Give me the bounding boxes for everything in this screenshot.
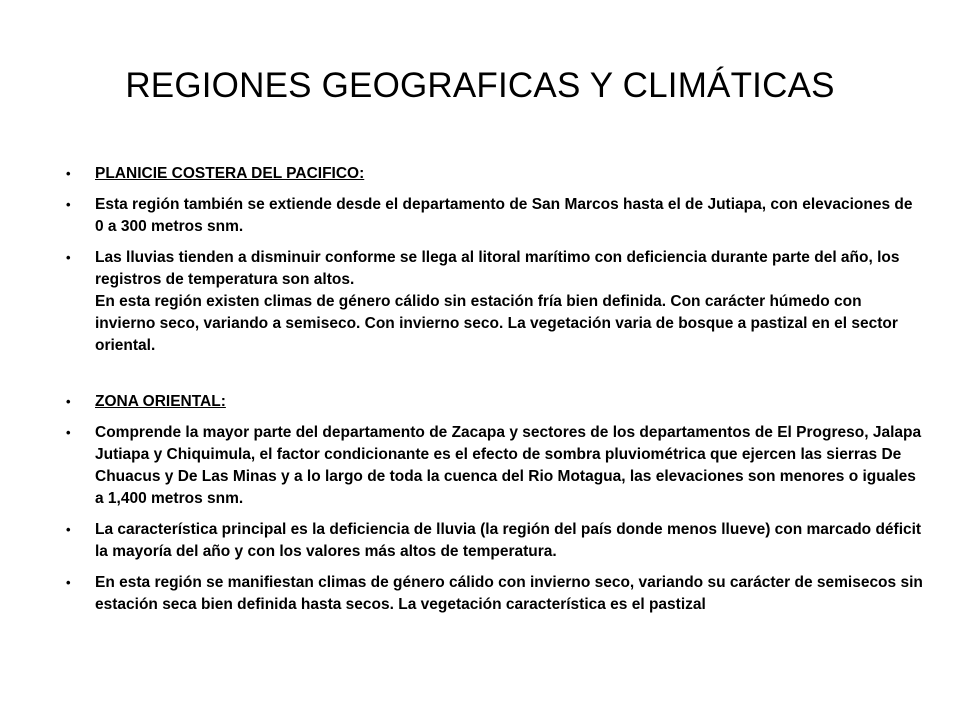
bullet-item-planicie-extent (66, 194, 924, 238)
bullet-icon: • (66, 575, 71, 590)
section-heading-oriental: ZONA ORIENTAL: (95, 393, 226, 410)
paragraph-text: La característica principal es la deficiencia de lluvia (la región del país donde menos llueve) con marcado déficit la mayoría del año y con los valores más altos de temperatura. (95, 521, 922, 560)
bullet-item-oriental-heading (66, 391, 924, 413)
spacer (66, 366, 924, 391)
slide-content (66, 163, 924, 625)
paragraph-text: En esta región existen climas de género cálido sin estación fría bien definida. Con carácter húmedo con invierno seco, variando a semiseco. Con invierno seco. La vegetación varia de bosque a pastizal en el sector oriental. (95, 293, 898, 354)
bullet-item-oriental-extent (66, 422, 924, 510)
bullet-icon: • (66, 197, 71, 212)
bullet-item-oriental-climate (66, 572, 924, 616)
bullet-icon: • (66, 394, 71, 409)
bullet-icon: • (66, 250, 71, 265)
bullet-item-oriental-rainfall (66, 519, 924, 563)
paragraph-text: Las lluvias tienden a disminuir conforme se llega al litoral marítimo con deficiencia durante parte del año, los registros de temperatura son altos. (95, 249, 900, 288)
bullet-icon: • (66, 166, 71, 181)
bullet-item-planicie-heading (66, 163, 924, 185)
paragraph-text: Esta región también se extiende desde el departamento de San Marcos hasta el de Jutiapa, con elevaciones de 0 a 300 metros snm. (95, 196, 913, 235)
paragraph-text: Comprende la mayor parte del departamento de Zacapa y sectores de los departamentos de El Progreso, Jalapa Jutiapa y Chiquimula, el factor condicionante es el efecto de sombra pluviométrica que ejercen las sierras De Chuacus y De Las Minas y a lo largo de toda la cuenca del Rio Motagua, las elevaciones son menores o iguales a 1,400 metros snm. (95, 424, 922, 507)
section-heading-planicie: PLANICIE COSTERA DEL PACIFICO: (95, 165, 365, 182)
bullet-icon: • (66, 425, 71, 440)
paragraph-text: En esta región se manifiestan climas de género cálido con invierno seco, variando su carácter de semisecos sin estación seca bien definida hasta secos. La vegetación característica es el pastizal (95, 574, 923, 613)
bullet-item-planicie-climate (66, 247, 924, 357)
slide-title: REGIONES GEOGRAFICAS Y CLIMÁTICAS (125, 66, 835, 105)
bullet-icon: • (66, 522, 71, 537)
